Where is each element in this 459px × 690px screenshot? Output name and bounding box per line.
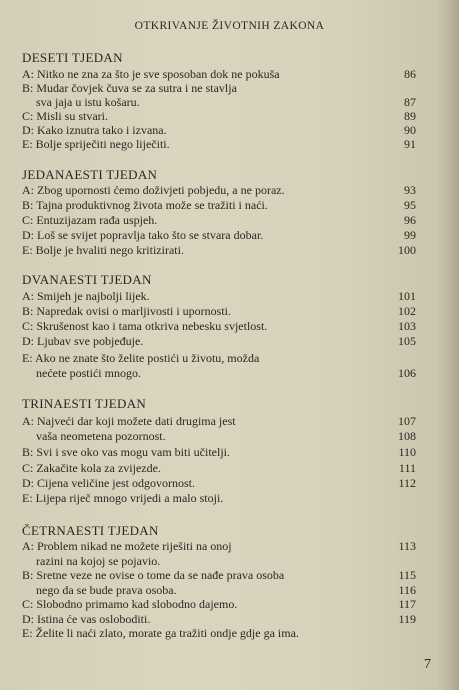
entry-text: B: Svi i sve oko vas mogu vam biti učitelji. bbox=[22, 445, 230, 459]
entry-text: C: Slobodno primamo kad slobodno dajemo. bbox=[22, 597, 238, 611]
entry-text: D: Loš se svijet popravlja tako što se stvara dobar. bbox=[22, 228, 264, 242]
toc-entry bbox=[22, 444, 422, 460]
entry-text: E: Bolje spriječiti nego liječiti. bbox=[22, 137, 170, 151]
entry-page: 117 bbox=[398, 597, 416, 611]
entry-text: C: Entuzijazam rađa uspjeh. bbox=[22, 213, 158, 227]
entry-text: A: Najveći dar koji možete dati drugima jest bbox=[22, 414, 236, 428]
entry-text: A: Smijeh je najbolji lijek. bbox=[22, 289, 150, 303]
entry-text: B: Tajna produktivnog života može se tražiti i naći. bbox=[22, 198, 268, 212]
page-edge-shadow bbox=[437, 0, 459, 690]
entry-text: D: Cijena veličine jest odgovornost. bbox=[22, 476, 195, 490]
toc-entry bbox=[22, 475, 422, 491]
entry-text: D: Kako iznutra tako i izvana. bbox=[22, 123, 167, 137]
section-heading: DVANAESTI TJEDAN bbox=[22, 272, 152, 287]
entry-text: E: Želite li naći zlato, morate ga tražiti ondje gdje ga ima. bbox=[22, 626, 299, 640]
toc-entry bbox=[22, 318, 422, 334]
toc-entry bbox=[22, 413, 422, 429]
entry-page: 111 bbox=[398, 461, 416, 475]
entry-text: E: Ako ne znate što želite postići u životu, možda bbox=[22, 351, 260, 365]
entry-page: 112 bbox=[398, 476, 416, 490]
entry-page: 102 bbox=[398, 304, 416, 318]
entry-text: sva jaja u istu košaru. bbox=[36, 95, 140, 109]
entry-text: C: Misli su stvari. bbox=[22, 109, 109, 123]
entry-page: 108 bbox=[398, 429, 416, 443]
toc-entry bbox=[22, 242, 422, 258]
running-head: OTKRIVANJE ŽIVOTNIH ZAKONA bbox=[134, 20, 325, 32]
entry-page: 119 bbox=[398, 612, 416, 626]
entry-text: D: Ljubav sve pobjeđuje. bbox=[22, 334, 144, 348]
entry-text: C: Skrušenost kao i tama otkriva nebesku svjetlost. bbox=[22, 319, 268, 333]
entry-text: A: Zbog upornosti ćemo doživjeti pobjedu, a ne poraz. bbox=[22, 183, 285, 197]
entry-text: C: Zakačite kola za zvijezde. bbox=[22, 461, 161, 475]
toc-entry bbox=[22, 333, 422, 349]
toc-entry bbox=[22, 303, 422, 319]
entry-text: B: Mudar čovjek čuva se za sutra i ne stavlja bbox=[22, 81, 237, 95]
entry-page: 113 bbox=[398, 539, 416, 553]
entry-page: 86 bbox=[404, 67, 416, 81]
entry-text: E: Bolje je hvaliti nego kritizirati. bbox=[22, 243, 184, 257]
entry-page: 89 bbox=[404, 109, 416, 123]
entry-page: 106 bbox=[398, 366, 416, 380]
toc-entry-continuation bbox=[22, 365, 422, 381]
entry-page: 103 bbox=[398, 319, 416, 333]
toc-entry bbox=[22, 625, 422, 641]
entry-page: 115 bbox=[398, 568, 416, 582]
entry-text: A: Problem nikad ne možete riješiti na onoj bbox=[22, 539, 232, 553]
entry-page: 91 bbox=[404, 137, 416, 151]
toc-entry bbox=[22, 490, 422, 506]
entry-page: 110 bbox=[398, 445, 416, 459]
entry-text: E: Lijepa riječ mnogo vrijedi a malo stoji. bbox=[22, 491, 224, 505]
section-heading: JEDANAESTI TJEDAN bbox=[22, 167, 158, 182]
toc-entry-continuation bbox=[22, 428, 422, 444]
toc-entry bbox=[22, 350, 422, 366]
entry-text: razini na kojoj se pojavio. bbox=[36, 554, 161, 568]
entry-text: A: Nitko ne zna za što je sve sposoban dok ne pokuša bbox=[22, 67, 280, 81]
entry-page: 87 bbox=[404, 95, 416, 109]
page-number: 7 bbox=[424, 657, 431, 672]
entry-page: 116 bbox=[398, 583, 416, 597]
entry-page: 101 bbox=[398, 289, 416, 303]
entry-text: D: Istina će vas osloboditi. bbox=[22, 612, 151, 626]
entry-text: nego da se bude prava osoba. bbox=[36, 583, 177, 597]
toc-entry bbox=[22, 288, 422, 304]
entry-page: 93 bbox=[404, 183, 416, 197]
toc-entry bbox=[22, 460, 422, 476]
section-heading: TRINAESTI TJEDAN bbox=[22, 396, 147, 411]
entry-text: nećete postići mnogo. bbox=[36, 366, 141, 380]
toc-entry bbox=[22, 567, 422, 583]
entry-text: B: Napredak ovisi o marljivosti i upornosti. bbox=[22, 304, 231, 318]
toc-entry bbox=[22, 182, 422, 198]
section-heading: ČETRNAESTI TJEDAN bbox=[22, 523, 159, 538]
section-heading: DESETI TJEDAN bbox=[22, 50, 123, 65]
toc-entry bbox=[22, 538, 422, 554]
toc-entry bbox=[22, 136, 422, 152]
toc-entry bbox=[22, 227, 422, 243]
toc-entry bbox=[22, 212, 422, 228]
entry-text: vaša neometena pozornost. bbox=[36, 429, 166, 443]
toc-entry bbox=[22, 596, 422, 612]
entry-page: 96 bbox=[404, 213, 416, 227]
entry-page: 100 bbox=[398, 243, 416, 257]
entry-page: 105 bbox=[398, 334, 416, 348]
entry-page: 90 bbox=[404, 123, 416, 137]
entry-page: 95 bbox=[404, 198, 416, 212]
entry-page: 99 bbox=[404, 228, 416, 242]
entry-text: B: Sretne veze ne ovise o tome da se nađe prava osoba bbox=[22, 568, 285, 582]
toc-entry bbox=[22, 197, 422, 213]
entry-page: 107 bbox=[398, 414, 416, 428]
